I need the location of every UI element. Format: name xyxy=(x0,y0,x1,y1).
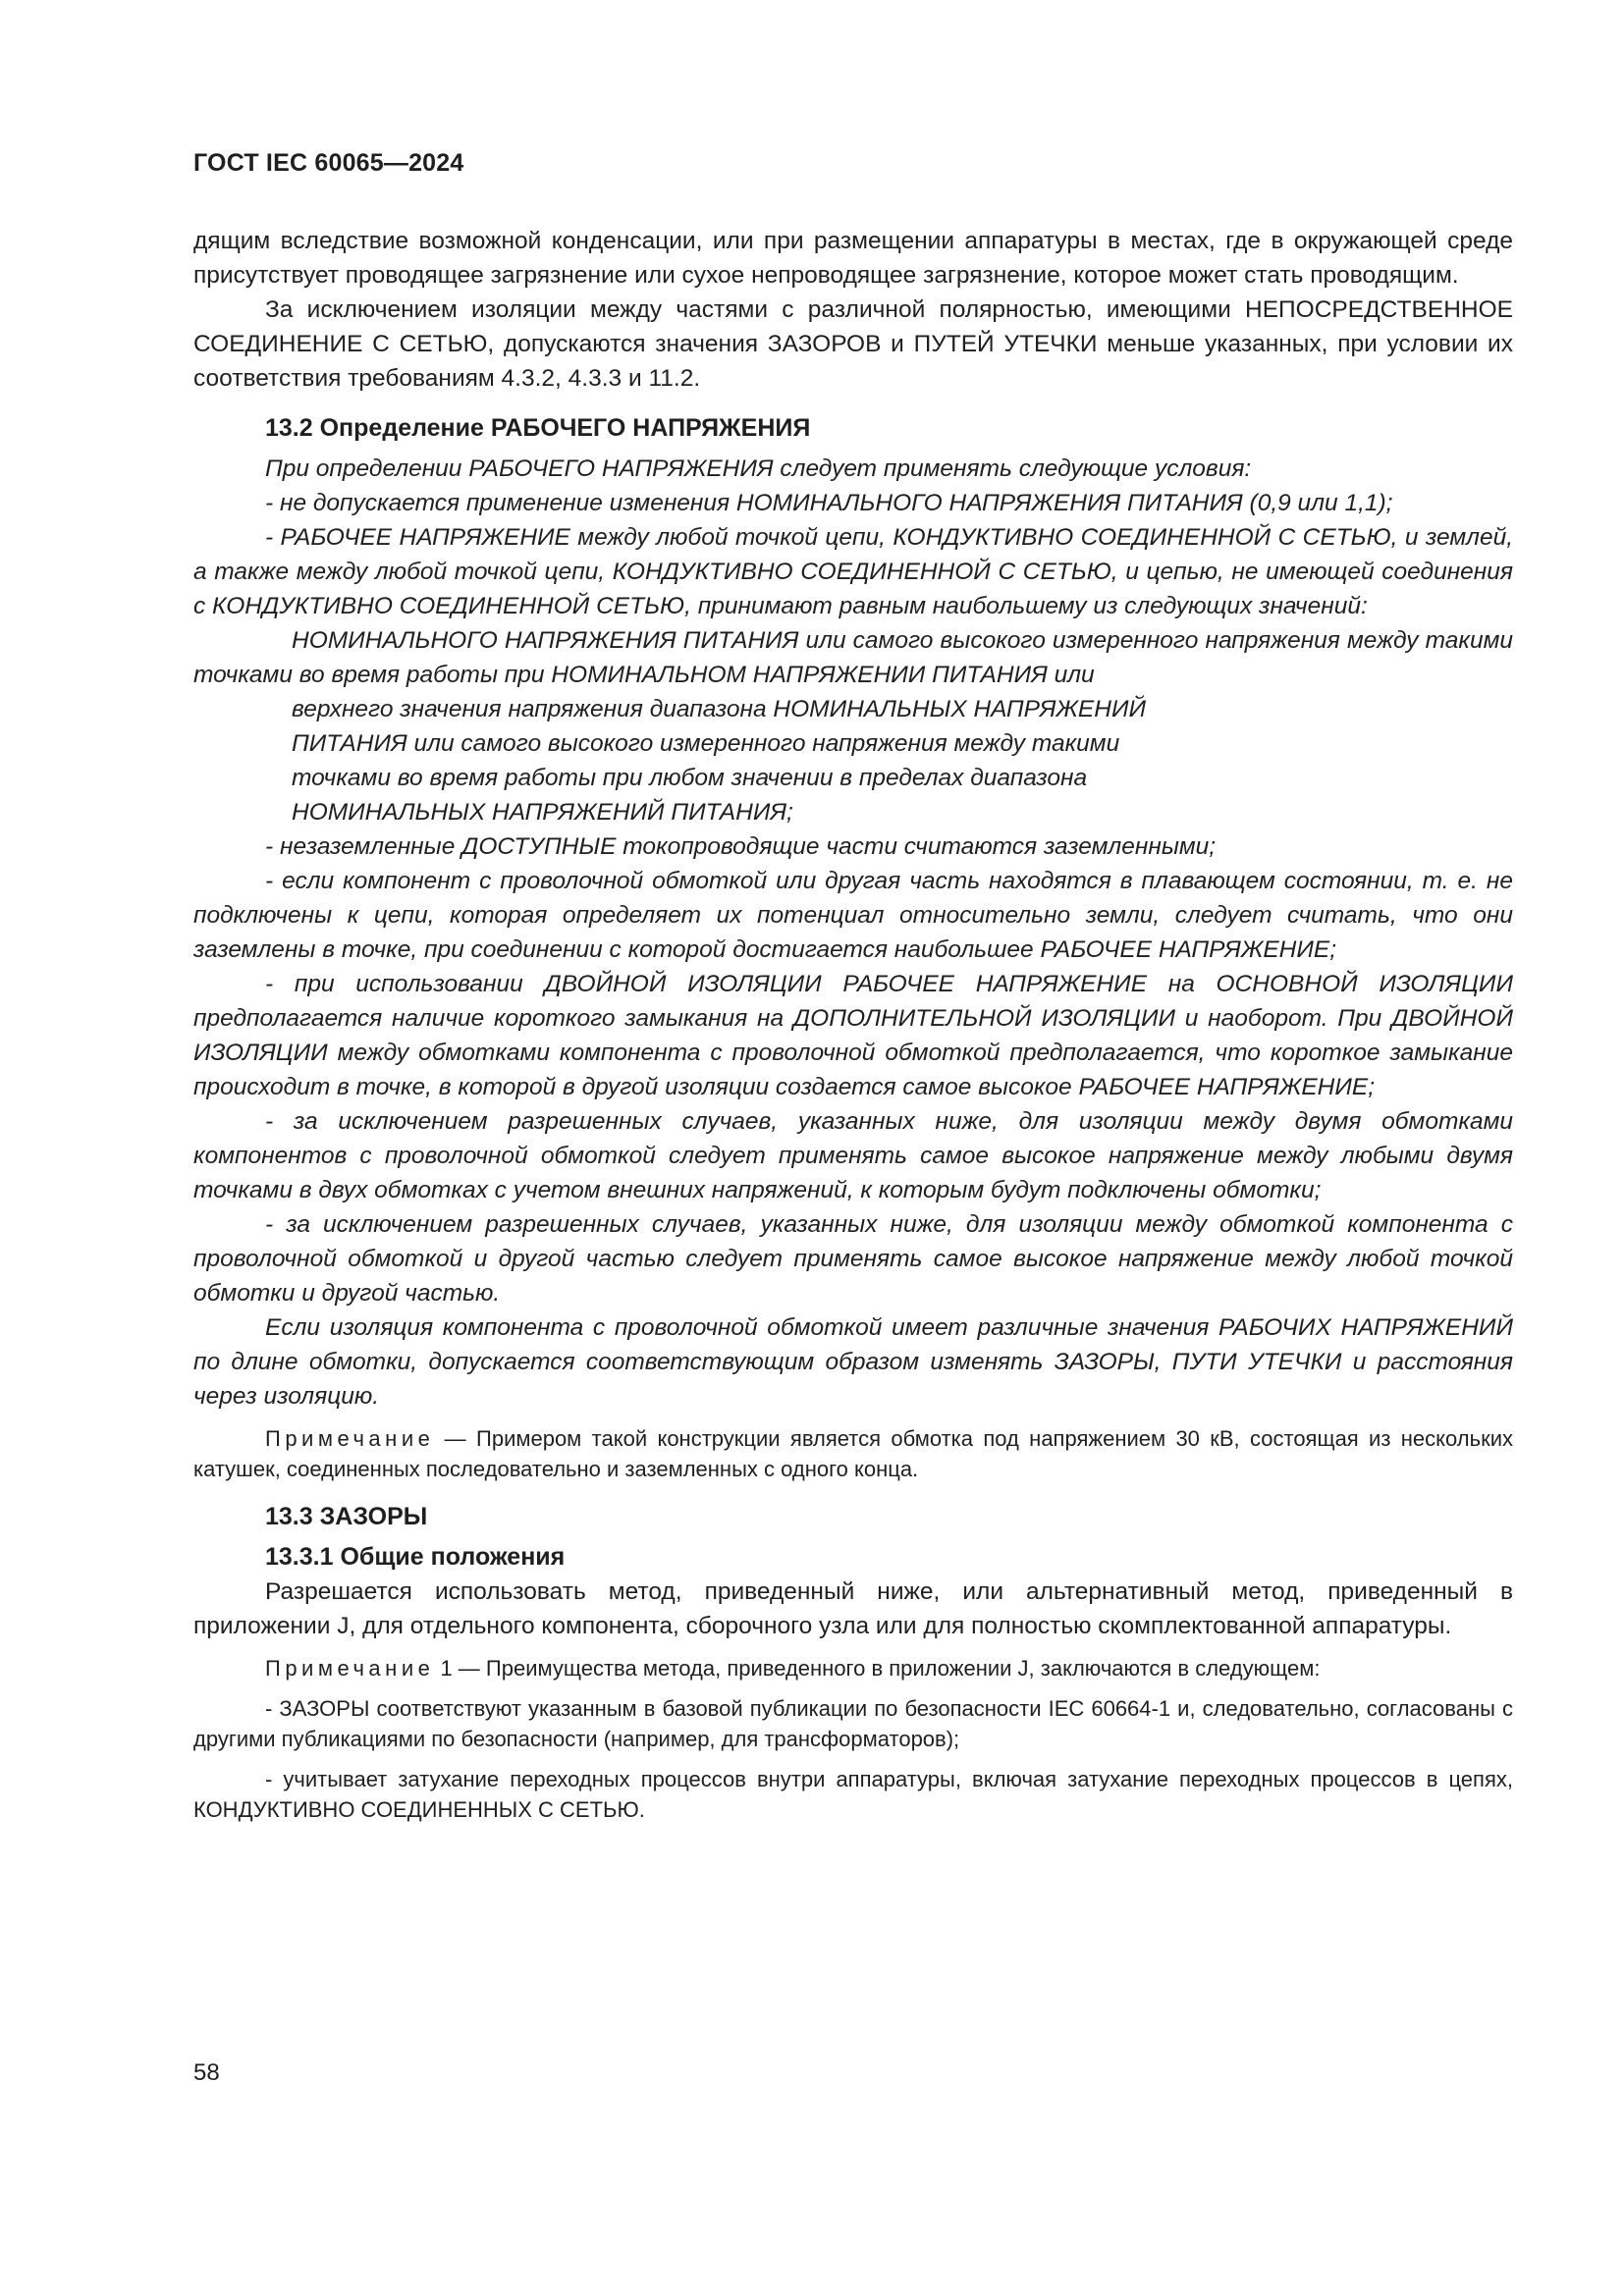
italic-block-line: верхнего значения напряжения диапазона НОМИНАЛЬНЫХ НАПРЯЖЕНИЙ xyxy=(292,696,1146,722)
italic-block-line: ПИТАНИЯ или самого высокого измеренного напряжения между такими xyxy=(292,730,1120,757)
document-body xyxy=(193,224,1513,1825)
italic-list-item: - при использовании ДВОЙНОЙ ИЗОЛЯЦИИ РАБОЧЕЕ НАПРЯЖЕНИЕ на ОСНОВНОЙ ИЗОЛЯЦИИ предполагается наличие короткого замыкания на ДОПОЛНИТЕЛЬНОЙ ИЗОЛЯЦИИ и наоборот. При ДВОЙНОЙ ИЗОЛЯЦИИ между обмотками компонента с проволочной обмоткой предполагается, что короткое замыкание происходит в точке, в которой в другой изоляции создается самое высокое РАБОЧЕЕ НАПРЯЖЕНИЕ; xyxy=(193,971,1513,1100)
italic-paragraph: НОМИНАЛЬНОГО НАПРЯЖЕНИЯ ПИТАНИЯ или самого высокого измеренного напряжения между такими точками во время работы при НОМИНАЛЬНОМ НАПРЯЖЕНИИ ПИТАНИЯ или xyxy=(193,627,1513,688)
italic-list-item: - РАБОЧЕЕ НАПРЯЖЕНИЕ между любой точкой цепи, КОНДУКТИВНО СОЕДИНЕННОЙ С СЕТЬЮ, и землей, а также между любой точкой цепи, КОНДУКТИВНО СОЕДИНЕННОЙ С СЕТЬЮ, и цепью, не имеющей соединения с КОНДУКТИВНО СОЕДИНЕННОЙ СЕТЬЮ, принимают равным наибольшему из следующих значений: xyxy=(193,524,1513,619)
document-header: ГОСТ IEC 60065—2024 xyxy=(193,149,464,177)
note xyxy=(193,1423,1513,1484)
note-text: — Примером такой конструкции является обмотка под напряжением 30 кВ, состоящая из нескольких катушек, соединенных последовательно и заземленных с одного конца. xyxy=(193,1426,1513,1481)
note-text: 1 — Преимущества метода, приведенного в приложении J, заключаются в следующем: xyxy=(434,1656,1321,1681)
note-list-item: - ЗАЗОРЫ соответствуют указанным в базовой публикации по безопасности IEC 60664-1 и, следовательно, согласованы с другими публикациями по безопасности (например, для трансформаторов); xyxy=(193,1696,1513,1751)
italic-list-item: - за исключением разрешенных случаев, указанных ниже, для изоляции между обмоткой компонента с проволочной обмоткой и другой частью следует применять самое высокое напряжение между любой точкой обмотки и другой частью. xyxy=(193,1211,1513,1307)
italic-block-line: точками во время работы при любом значении в пределах диапазона xyxy=(292,765,1088,791)
italic-list-item: - не допускается применение изменения НОМИНАЛЬНОГО НАПРЯЖЕНИЯ ПИТАНИЯ (0,9 или 1,1); xyxy=(265,490,1393,516)
note-list-item: - учитывает затухание переходных процессов внутри аппаратуры, включая затухание переходных процессов в цепях, КОНДУКТИВНО СОЕДИНЕННЫХ С СЕТЬЮ. xyxy=(193,1767,1513,1822)
note-label: Примечание xyxy=(265,1426,435,1451)
section-heading-13-3: 13.3 ЗАЗОРЫ xyxy=(265,1503,428,1530)
page-number: 58 xyxy=(193,2059,220,2086)
note-label: Примечание xyxy=(265,1656,435,1681)
italic-list-item: - за исключением разрешенных случаев, указанных ниже, для изоляции между двумя обмотками компонентов с проволочной обмоткой следует применять самое высокое напряжение между любыми двумя точками в двух обмотках с учетом внешних напряжений, к которым будут подключены обмотки; xyxy=(193,1108,1513,1203)
italic-list-item: - незаземленные ДОСТУПНЫЕ токопроводящие части считаются заземленными; xyxy=(265,833,1217,860)
italic-paragraph: При определении РАБОЧЕГО НАПРЯЖЕНИЯ следует применять следующие условия: xyxy=(265,455,1252,482)
note xyxy=(193,1653,1513,1683)
paragraph: Разрешается использовать метод, приведенный ниже, или альтернативный метод, приведенный в приложении J, для отдельного компонента, сборочного узла или для полностью скомплектованной аппаратуры. xyxy=(193,1578,1513,1639)
italic-block-line: НОМИНАЛЬНЫХ НАПРЯЖЕНИЙ ПИТАНИЯ; xyxy=(292,799,793,826)
section-heading-13-2: 13.2 Определение РАБОЧЕГО НАПРЯЖЕНИЯ xyxy=(265,414,811,442)
italic-paragraph: Если изоляция компонента с проволочной обмоткой имеет различные значения РАБОЧИХ НАПРЯЖЕНИЙ по длине обмотки, допускается соответствующим образом изменять ЗАЗОРЫ, ПУТИ УТЕЧКИ и расстояния через изоляцию. xyxy=(193,1314,1513,1410)
subsection-heading-13-3-1: 13.3.1 Общие положения xyxy=(265,1543,566,1571)
paragraph: За исключением изоляции между частями с различной полярностью, имеющими НЕПОСРЕДСТВЕННОЕ СОЕДИНЕНИЕ С СЕТЬЮ, допускаются значения ЗАЗОРОВ и ПУТЕЙ УТЕЧКИ меньше указанных, при условии их соответствия требованиям 4.3.2, 4.3.3 и 11.2. xyxy=(193,296,1513,392)
italic-list-item: - если компонент с проволочной обмоткой или другая часть находятся в плавающем состоянии, т. е. не подключены к цепи, которая определяет их потенциал относительно земли, следует считать, что они заземлены в точке, при соединении с которой достигается наибольшее РАБОЧЕЕ НАПРЯЖЕНИЕ; xyxy=(193,868,1513,963)
paragraph: дящим вследствие возможной конденсации, или при размещении аппаратуры в местах, где в окружающей среде присутствует проводящее загрязнение или сухое непроводящее загрязнение, которое может стать проводящим. xyxy=(193,228,1513,289)
